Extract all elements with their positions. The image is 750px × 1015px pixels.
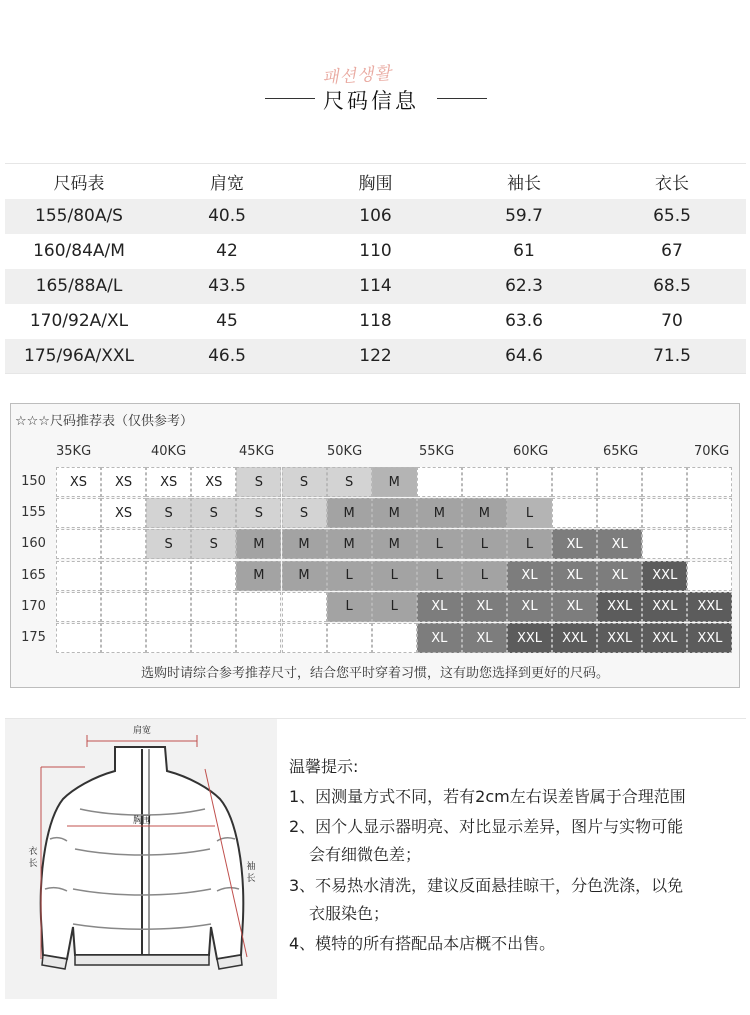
tip-item: 2、因个人显示器明亮、对比显示差异，图片与实物可能: [289, 817, 684, 836]
size-cell: L: [327, 592, 372, 622]
size-cell: XL: [597, 529, 642, 559]
size-cell: XXL: [597, 592, 642, 622]
size-cell: XS: [56, 467, 101, 497]
tip-item: 3、不易热水清洗，建议反面悬挂晾干，分色洗涤，以免: [289, 876, 684, 895]
size-cell: [101, 592, 146, 622]
table-cell: 42: [216, 241, 238, 261]
size-cell: [507, 467, 552, 497]
tips-title: 温馨提示:: [289, 757, 359, 776]
size-cell: S: [236, 498, 281, 528]
size-cell: XXL: [507, 623, 552, 653]
size-cell: XS: [146, 467, 191, 497]
size-cell: M: [372, 498, 417, 528]
table-cell: 64.6: [450, 339, 598, 374]
table-cell: 62.3: [450, 269, 598, 304]
table-cell: 118: [359, 311, 392, 331]
size-cell: [146, 623, 191, 653]
size-cell: [56, 561, 101, 591]
title-divider-right: [437, 98, 487, 99]
size-cell: XL: [597, 561, 642, 591]
table-cell: 160/84A/M: [33, 241, 125, 261]
size-cell: M: [236, 561, 281, 591]
size-cell: [56, 592, 101, 622]
size-cell: L: [507, 498, 552, 528]
size-cell: M: [372, 529, 417, 559]
size-table-header-row: [5, 164, 746, 199]
size-cell: [236, 623, 281, 653]
table-cell: 71.5: [598, 339, 746, 374]
size-cell: [372, 623, 417, 653]
title-divider-left: [265, 98, 315, 99]
height-label: 170: [21, 598, 46, 614]
measurement-panel: [5, 718, 746, 1001]
size-cell: XS: [101, 467, 146, 497]
table-cell: 46.5: [153, 339, 301, 374]
tip-item-continued: [289, 899, 744, 929]
sleeve-label: 袖长: [246, 862, 256, 884]
size-cell: XL: [462, 623, 507, 653]
table-cell: 165/88A/L: [5, 269, 153, 304]
size-cell: XL: [417, 592, 462, 622]
weight-label: 65KG: [603, 444, 639, 459]
size-cell: S: [282, 467, 327, 497]
size-cell: [191, 592, 236, 622]
recommendation-title: ☆☆☆尺码推荐表（仅供参考）: [15, 414, 193, 429]
size-cell: XL: [417, 623, 462, 653]
size-cell: [236, 592, 281, 622]
tip-continuation: 衣服染色；: [309, 904, 390, 923]
size-cell: L: [417, 561, 462, 591]
size-cell: [687, 498, 732, 528]
section-header: [0, 55, 750, 125]
table-cell: 68.5: [598, 269, 746, 304]
size-table-header: 肩宽: [210, 173, 244, 194]
size-cell: [101, 529, 146, 559]
size-cell: M: [417, 498, 462, 528]
table-cell: 175/96A/XXL: [5, 339, 153, 374]
size-cell: [552, 467, 597, 497]
jacket-diagram-area: [5, 719, 277, 999]
height-label: 165: [21, 567, 46, 583]
height-label: 155: [21, 505, 46, 521]
size-cell: XL: [462, 592, 507, 622]
tip-continuation: 会有细微色差；: [309, 845, 422, 864]
size-table-header: 袖长: [507, 173, 541, 194]
table-cell: 110: [359, 241, 392, 261]
size-cell: M: [462, 498, 507, 528]
size-cell: [282, 592, 327, 622]
table-cell: 45: [216, 311, 238, 331]
size-cell: [282, 623, 327, 653]
table-cell: 67: [661, 241, 683, 261]
size-cell: M: [236, 529, 281, 559]
size-cell: XXL: [687, 623, 732, 653]
weight-label: 45KG: [239, 444, 275, 459]
size-cell: [191, 561, 236, 591]
size-cell: XL: [552, 529, 597, 559]
table-cell: 65.5: [598, 199, 746, 234]
size-cell: M: [327, 498, 372, 528]
chest-label: 胸围: [132, 816, 152, 826]
size-table: [5, 163, 746, 374]
size-cell: [552, 498, 597, 528]
size-cell: L: [462, 561, 507, 591]
size-cell: [191, 623, 236, 653]
table-row: [5, 234, 746, 269]
size-cell: XXL: [552, 623, 597, 653]
size-cell: [56, 529, 101, 559]
size-cell: [146, 561, 191, 591]
size-cell: XL: [552, 561, 597, 591]
size-cell: [687, 561, 732, 591]
size-cell: XXL: [642, 561, 687, 591]
size-cell: L: [417, 529, 462, 559]
table-cell: 122: [301, 339, 450, 374]
size-cell: [146, 592, 191, 622]
size-cell: XL: [552, 592, 597, 622]
size-cell: [642, 467, 687, 497]
size-cell: [642, 498, 687, 528]
weight-label: 60KG: [513, 444, 549, 459]
weight-label: 35KG: [56, 444, 92, 459]
page-title: 尺码信息: [323, 89, 419, 113]
size-cell: S: [146, 529, 191, 559]
size-cell: M: [282, 529, 327, 559]
table-cell: 43.5: [153, 269, 301, 304]
size-cell: S: [236, 467, 281, 497]
weight-label: 70KG: [694, 444, 730, 459]
size-cell: [56, 498, 101, 528]
size-cell: M: [327, 529, 372, 559]
tip-item-continued: [289, 840, 744, 870]
size-cell: [417, 467, 462, 497]
size-cell: [101, 623, 146, 653]
size-cell: S: [191, 529, 236, 559]
size-cell: S: [282, 498, 327, 528]
size-cell: L: [372, 561, 417, 591]
jacket-measurement-diagram: [5, 719, 277, 999]
shoulder-label: 肩宽: [132, 726, 152, 736]
size-cell: [597, 467, 642, 497]
table-cell: 114: [301, 269, 450, 304]
length-label: 衣长: [28, 847, 38, 869]
size-cell: S: [327, 467, 372, 497]
table-row: [5, 269, 746, 304]
size-cell: [642, 529, 687, 559]
size-cell: M: [282, 561, 327, 591]
size-cell: XXL: [597, 623, 642, 653]
size-cell: [597, 498, 642, 528]
size-cell: [327, 623, 372, 653]
size-cell: XXL: [687, 592, 732, 622]
table-row: [5, 199, 746, 234]
size-cell: [462, 467, 507, 497]
size-cell: S: [191, 498, 236, 528]
table-cell: 106: [301, 199, 450, 234]
size-cell: M: [372, 467, 417, 497]
size-cell: XXL: [642, 592, 687, 622]
weight-label: 50KG: [327, 444, 363, 459]
height-label: 175: [21, 630, 46, 645]
table-cell: 63.6: [505, 311, 543, 331]
table-cell: 59.7: [450, 199, 598, 234]
height-label: 160: [21, 536, 46, 552]
size-cell: [56, 623, 101, 653]
size-cell: L: [507, 529, 552, 559]
size-table-header: 衣长: [655, 173, 689, 194]
recommendation-note: 选购时请综合参考推荐尺寸，结合您平时穿着习惯，这有助您选择到更好的尺码。: [140, 666, 609, 681]
table-cell: 170/92A/XL: [29, 311, 129, 331]
size-table-header: 尺码表: [53, 173, 105, 194]
table-cell: 61: [513, 241, 535, 261]
table-cell: 40.5: [153, 199, 301, 234]
table-cell: 155/80A/S: [5, 199, 153, 234]
size-cell: L: [462, 529, 507, 559]
size-cell: [687, 529, 732, 559]
size-cell: [687, 467, 732, 497]
size-recommendation-chart: [10, 403, 740, 688]
size-cell: XXL: [642, 623, 687, 653]
size-cell: L: [327, 561, 372, 591]
height-label: 150: [21, 474, 46, 489]
size-cell: XL: [507, 561, 552, 591]
size-cell: XL: [507, 592, 552, 622]
weight-label: 55KG: [419, 444, 455, 459]
tip-item: 4、模特的所有搭配品本店概不出售。: [289, 934, 556, 953]
size-table-header: 胸围: [358, 173, 393, 194]
table-row: [5, 304, 746, 339]
decorative-script: 패션생활: [321, 63, 393, 89]
table-row: [5, 339, 746, 374]
size-cell: XS: [101, 498, 146, 528]
size-cell: L: [372, 592, 417, 622]
size-cell: XS: [191, 467, 236, 497]
table-cell: 70: [661, 311, 683, 331]
size-cell: S: [146, 498, 191, 528]
size-cell: [101, 561, 146, 591]
tip-item: 1、因测量方式不同，若有2cm左右误差皆属于合理范围: [289, 787, 686, 806]
weight-label: 40KG: [151, 444, 187, 459]
